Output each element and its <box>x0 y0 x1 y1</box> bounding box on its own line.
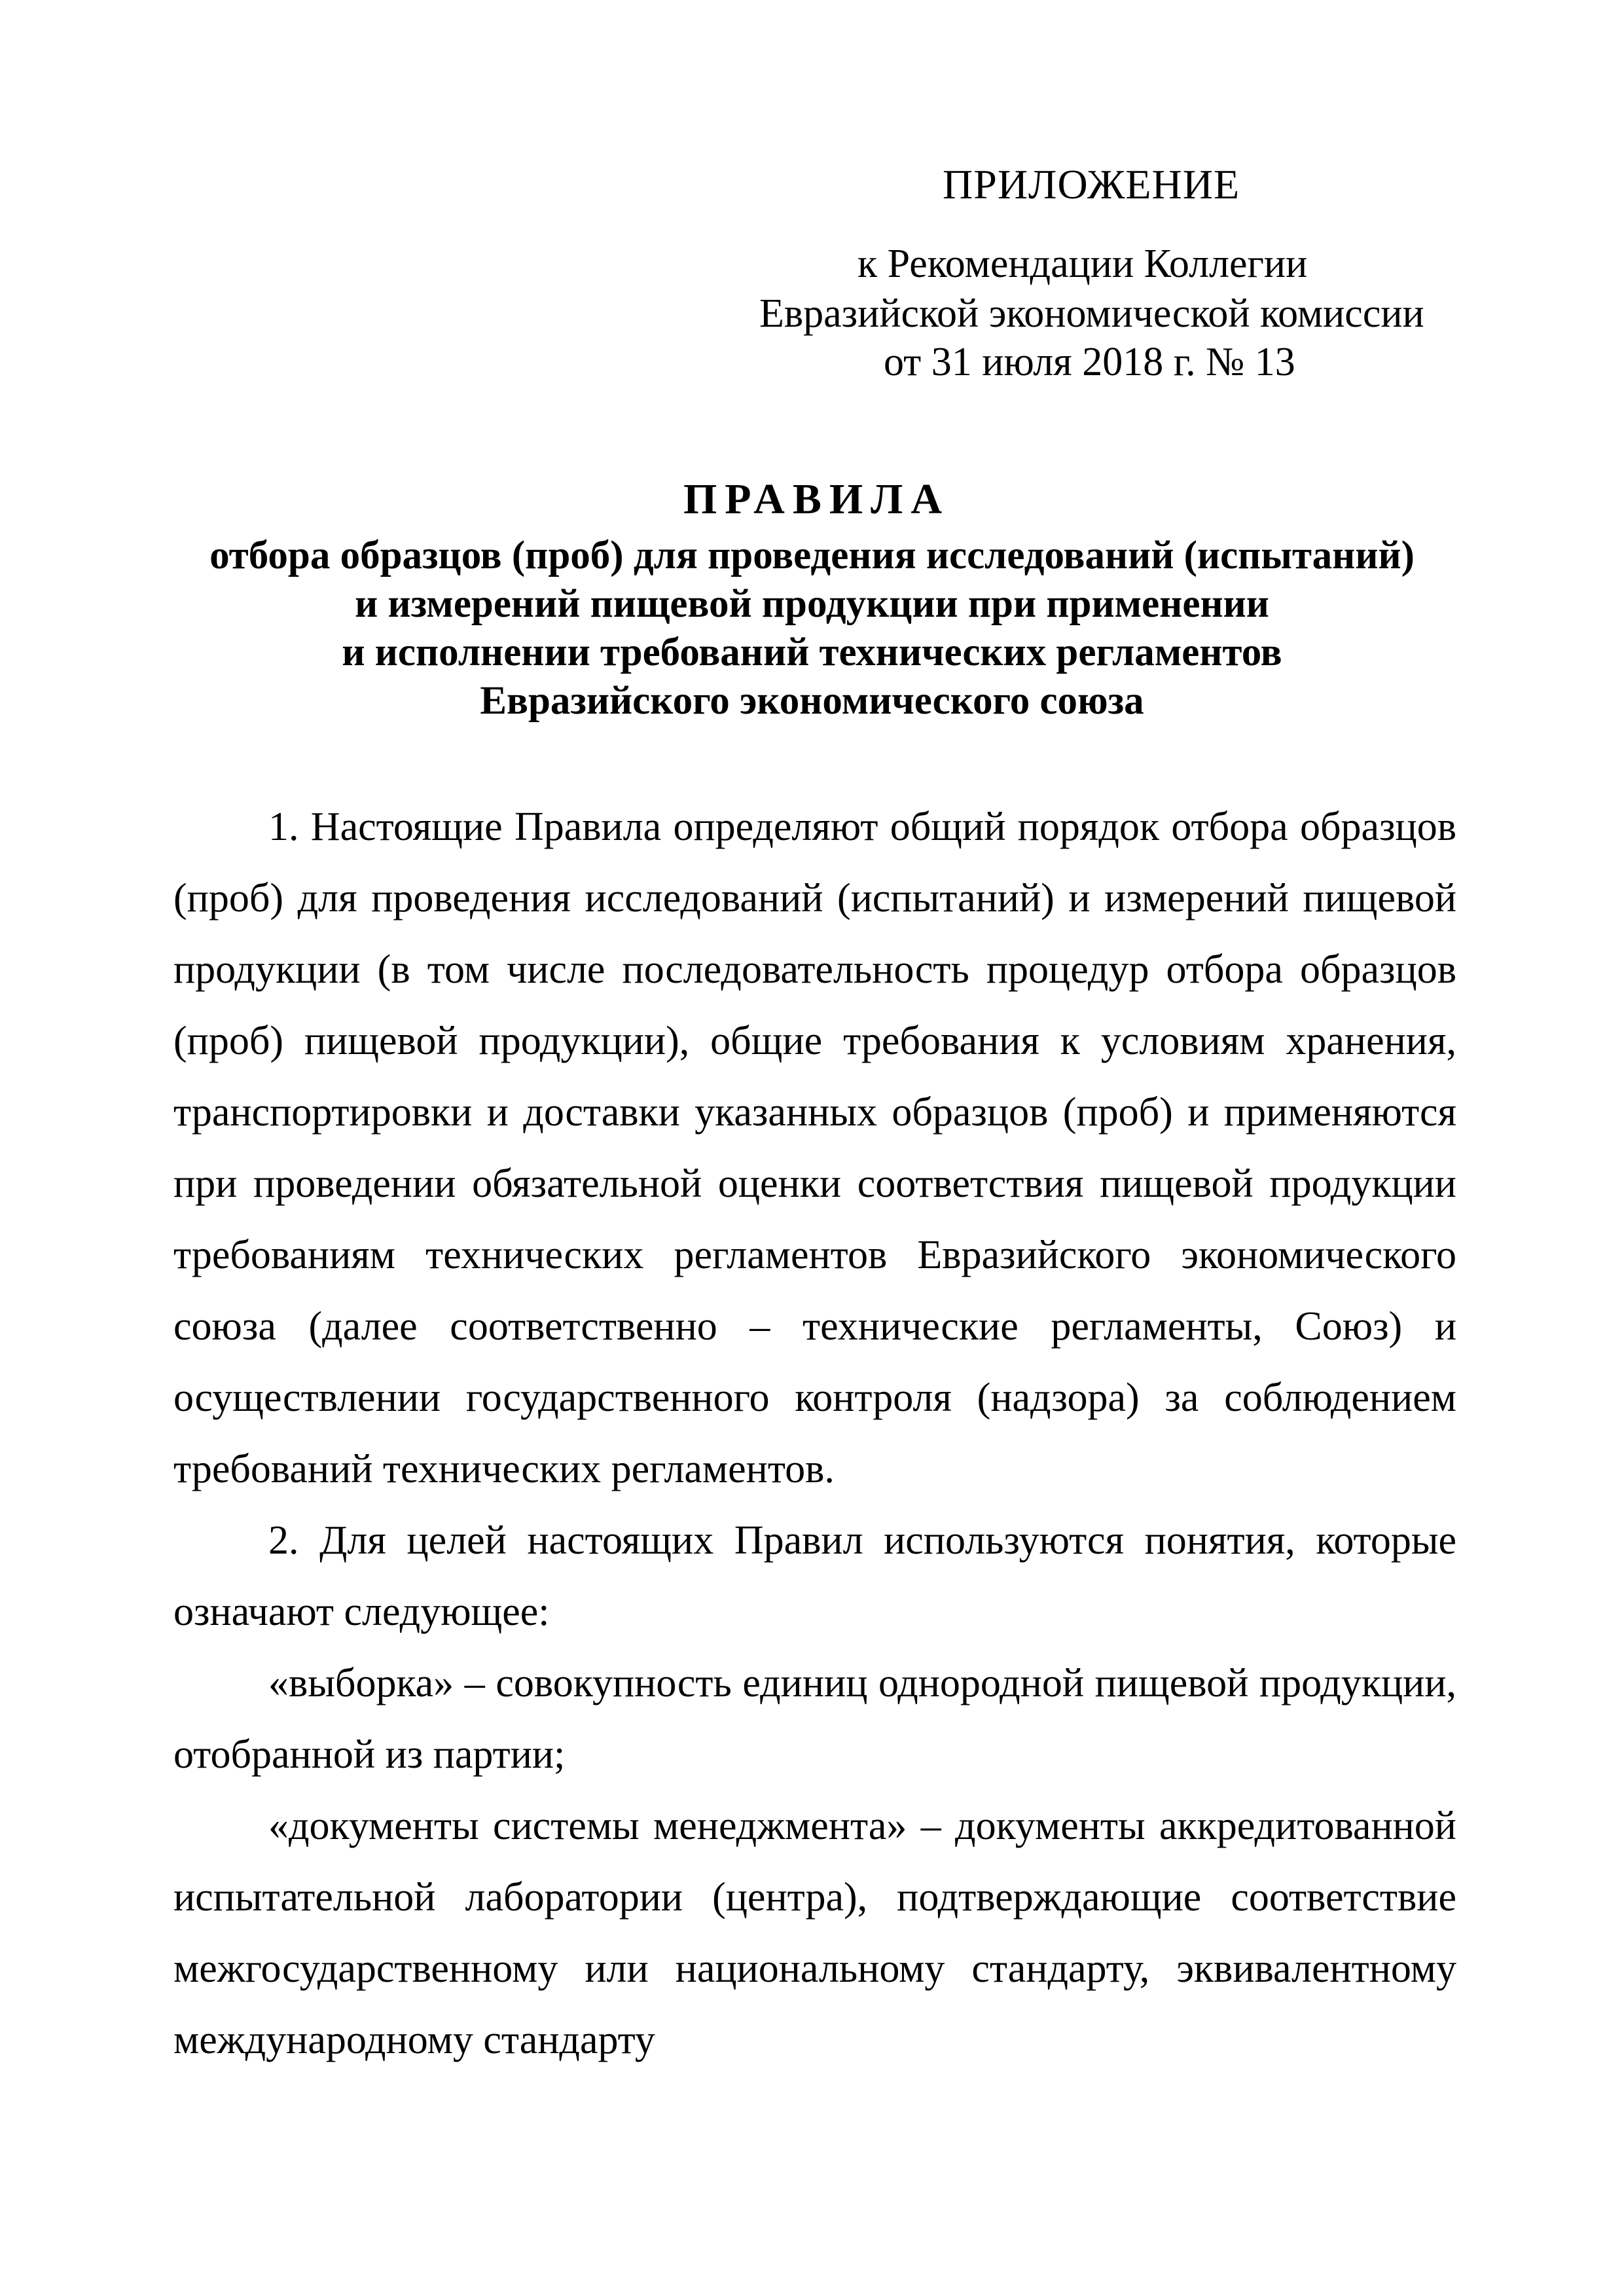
body-text <box>173 792 1456 2076</box>
document-title: ПРАВИЛА <box>683 475 950 523</box>
document-subtitle-line: отбора образцов (проб) для проведения исследований (испытаний) <box>209 534 1415 577</box>
appendix-reference-line: к Рекомендации Коллегии <box>857 242 1308 286</box>
paragraph-1: 1. Настоящие Правила определяют общий порядок отбора образцов (проб) для проведения исследований (испытаний) и измерений пищевой продукции (в том числе последовательность процедур отбора образцов (проб) пищевой продукции), общие требования к условиям хранения, транспортировки и доставки указанных образцов (проб) и применяются при проведении обязательной оценки соответствия пищевой продукции требованиям технических регламентов Евразийского экономического союза (далее соответственно – технические регламенты, Союз) и осуществлении государственного контроля (надзора) за соблюдением требований технических регламентов. <box>173 805 1456 1491</box>
document-subtitle-line: Евразийского экономического союза <box>480 679 1144 723</box>
definition-sample: «выборка» – совокупность единиц однородной пищевой продукции, отобранной из партии; <box>173 1661 1456 1777</box>
appendix-commission-line: Евразийской экономической комиссии <box>759 291 1424 336</box>
definition-management-documents: «документы системы менеджмента» – документы аккредитованной испытательной лаборатории (центра), подтверждающие соответствие межгосударственному или национальному стандарту, эквивалентному международному стандарту <box>173 1804 1456 2062</box>
appendix-date-line: от 31 июля 2018 г. № 13 <box>884 340 1295 384</box>
document-subtitle-line: и измерений пищевой продукции при применении <box>355 582 1269 626</box>
document-subtitle-line: и исполнении требований технических регламентов <box>342 630 1282 674</box>
paragraph-2: 2. Для целей настоящих Правил используются понятия, которые означают следующее: <box>173 1518 1456 1634</box>
appendix-title: ПРИЛОЖЕНИЕ <box>943 161 1240 208</box>
